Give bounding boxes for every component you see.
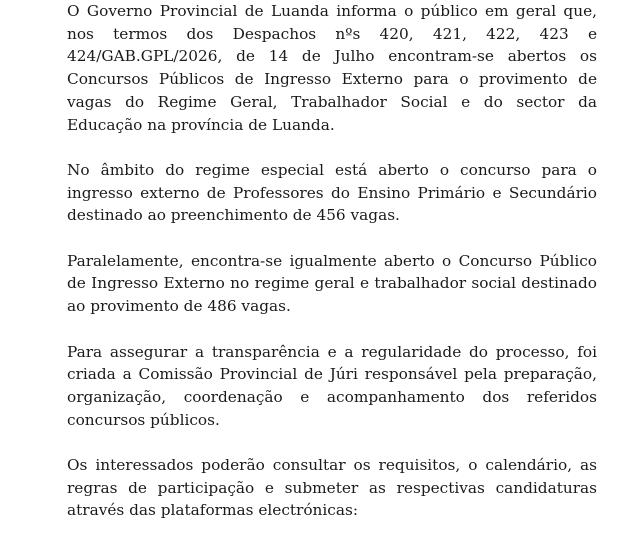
announcement-document: [67, 0, 597, 545]
paragraph-announcement-intro: O Governo Provincial de Luanda informa o público em geral que, nos termos dos Despachos nºs 420, 421, 422, 423 e 424/GAB.GPL/2026, de 14 de Julho encontram-se abertos os Concursos Públicos de Ingresso Externo para o provimento de vagas do Regime Geral, Trabalhador Social e do sector da Educação na província de Luanda.: [67, 2, 597, 134]
paragraph-application-info: Os interessados poderão consultar os requisitos, o calendário, as regras de participação e submeter as respectivas candidaturas através das plataformas electrónicas:: [67, 456, 597, 520]
paragraph-special-regime: No âmbito do regime especial está aberto o concurso para o ingresso externo de Professores do Ensino Primário e Secundário destinado ao preenchimento de 456 vagas.: [67, 160, 597, 225]
paragraph-general-regime: Paralelamente, encontra-se igualmente aberto o Concurso Público de Ingresso Externo no regime geral e trabalhador social destinado ao provimento de 486 vagas.: [67, 251, 597, 316]
paragraph-jury-commission: Para assegurar a transparência e a regularidade do processo, foi criada a Comissão Provincial de Júri responsável pela preparação, organização, coordenação e acompanhamento dos referidos concursos públicos.: [67, 342, 597, 429]
